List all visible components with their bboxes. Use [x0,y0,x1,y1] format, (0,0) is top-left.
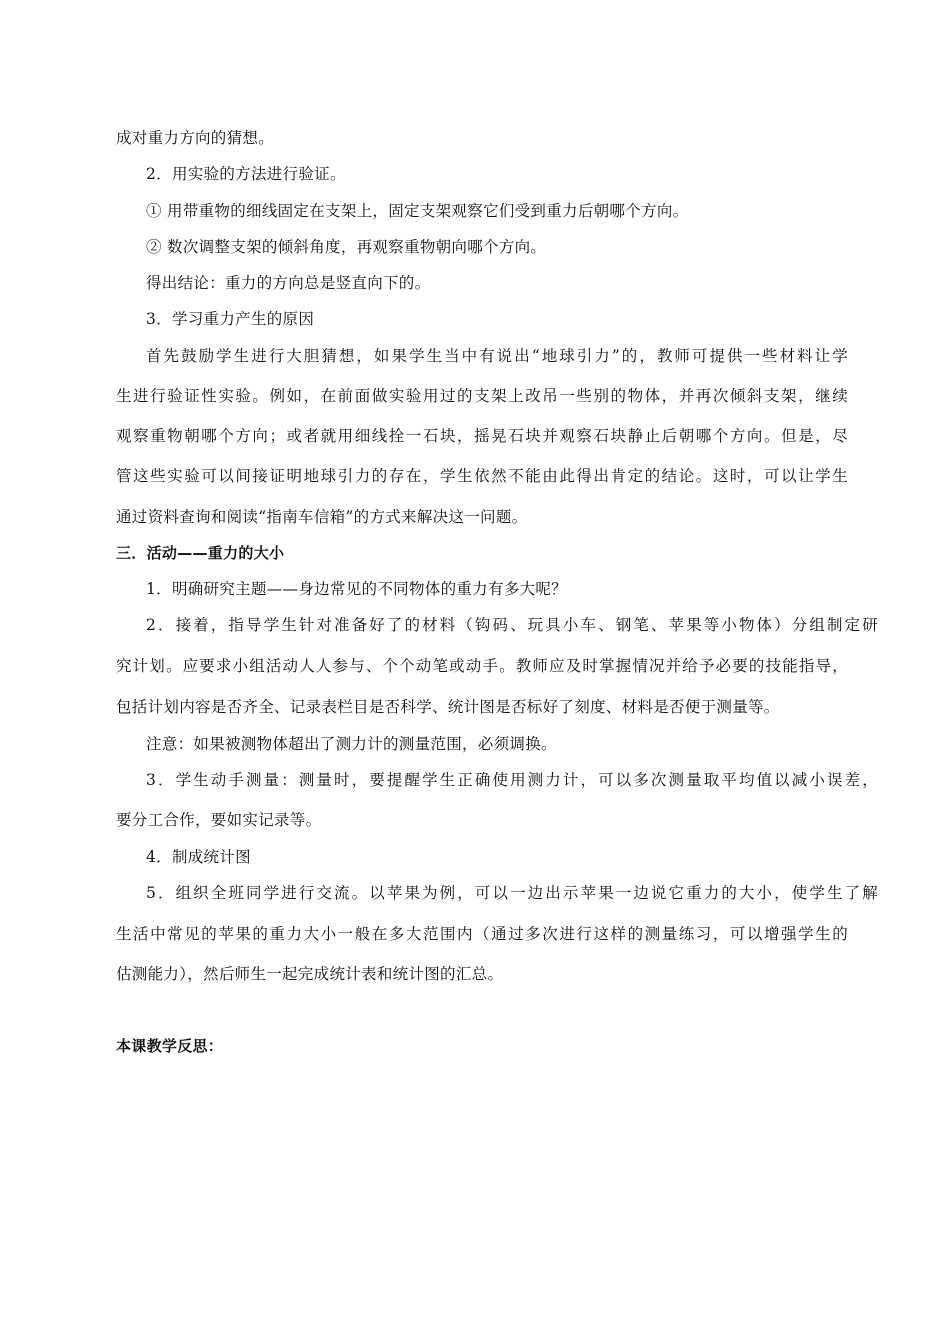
paragraph-line: 成对重力方向的猜想。 [116,129,275,147]
item-3: 3．学生动手测量：测量时，要提醒学生正确使用测力计，可以多次测量取平均值以减小误差， [146,771,878,789]
note: 注意：如果被测物体超出了测力计的测量范围，必须调换。 [146,735,557,753]
item-1: 1．明确研究主题——身边常见的不同物体的重力有多大呢？ [146,580,567,598]
paragraph-line: 生活中常见的苹果的重力大小一般在多大范围内（通过多次进行这样的测量练习，可以增强学生的 [116,925,848,943]
paragraph-line: 包括计划内容是否齐全、记录表栏目是否科学、统计图是否标好了刻度、材料是否便于测量等。 [116,698,780,716]
paragraph-line: 观察重物朝哪个方向；或者就用细线拴一石块，摇晃石块并观察石块静止后朝哪个方向。但是，尽 [116,427,848,445]
paragraph-line: 估测能力），然后师生一起完成统计表和统计图的汇总。 [116,965,504,983]
item-2: 2．接着，指导学生针对准备好了的材料（钩码、玩具小车、钢笔、苹果等小物体）分组制定研 [146,616,878,634]
paragraph-line: 生进行验证性实验。例如，在前面做实验用过的支架上改吊一些别的物体，并再次倾斜支架，继续 [116,387,848,405]
section-heading: 三．活动——重力的大小 [116,544,285,562]
paragraph-line: 管这些实验可以间接证明地球引力的存在，学生依然不能由此得出肯定的结论。这时，可以让学生 [116,467,848,485]
paragraph-line: 通过资料查询和阅读“指南车信箱”的方式来解决这一问题。 [116,508,528,526]
step-3-heading: 3．学习重力产生的原因 [146,310,315,328]
reflection-heading: 本课教学反思： [116,1037,224,1055]
conclusion: 得出结论：重力的方向总是竖直向下的。 [146,274,431,292]
paragraph-line: 首先鼓励学生进行大胆猜想，如果学生当中有说出“地球引力”的，教师可提供一些材料让学 [146,347,848,365]
item-5: 5．组织全班同学进行交流。以苹果为例，可以一边出示苹果一边说它重力的大小，使学生了解 [146,884,878,902]
paragraph-line: 要分工合作，要如实记录等。 [116,811,322,829]
item-4: 4．制成统计图 [146,848,251,866]
substep-1: ① 用带重物的细线固定在支架上，固定支架观察它们受到重力后朝哪个方向。 [146,202,689,220]
substep-2: ② 数次调整支架的倾斜角度，再观察重物朝向哪个方向。 [146,238,547,256]
step-2-heading: 2．用实验的方法进行验证。 [146,165,346,183]
paragraph-line: 究计划。应要求小组活动人人参与、个个动笔或动手。教师应及时掌握情况并给予必要的技能指导， [116,657,848,675]
